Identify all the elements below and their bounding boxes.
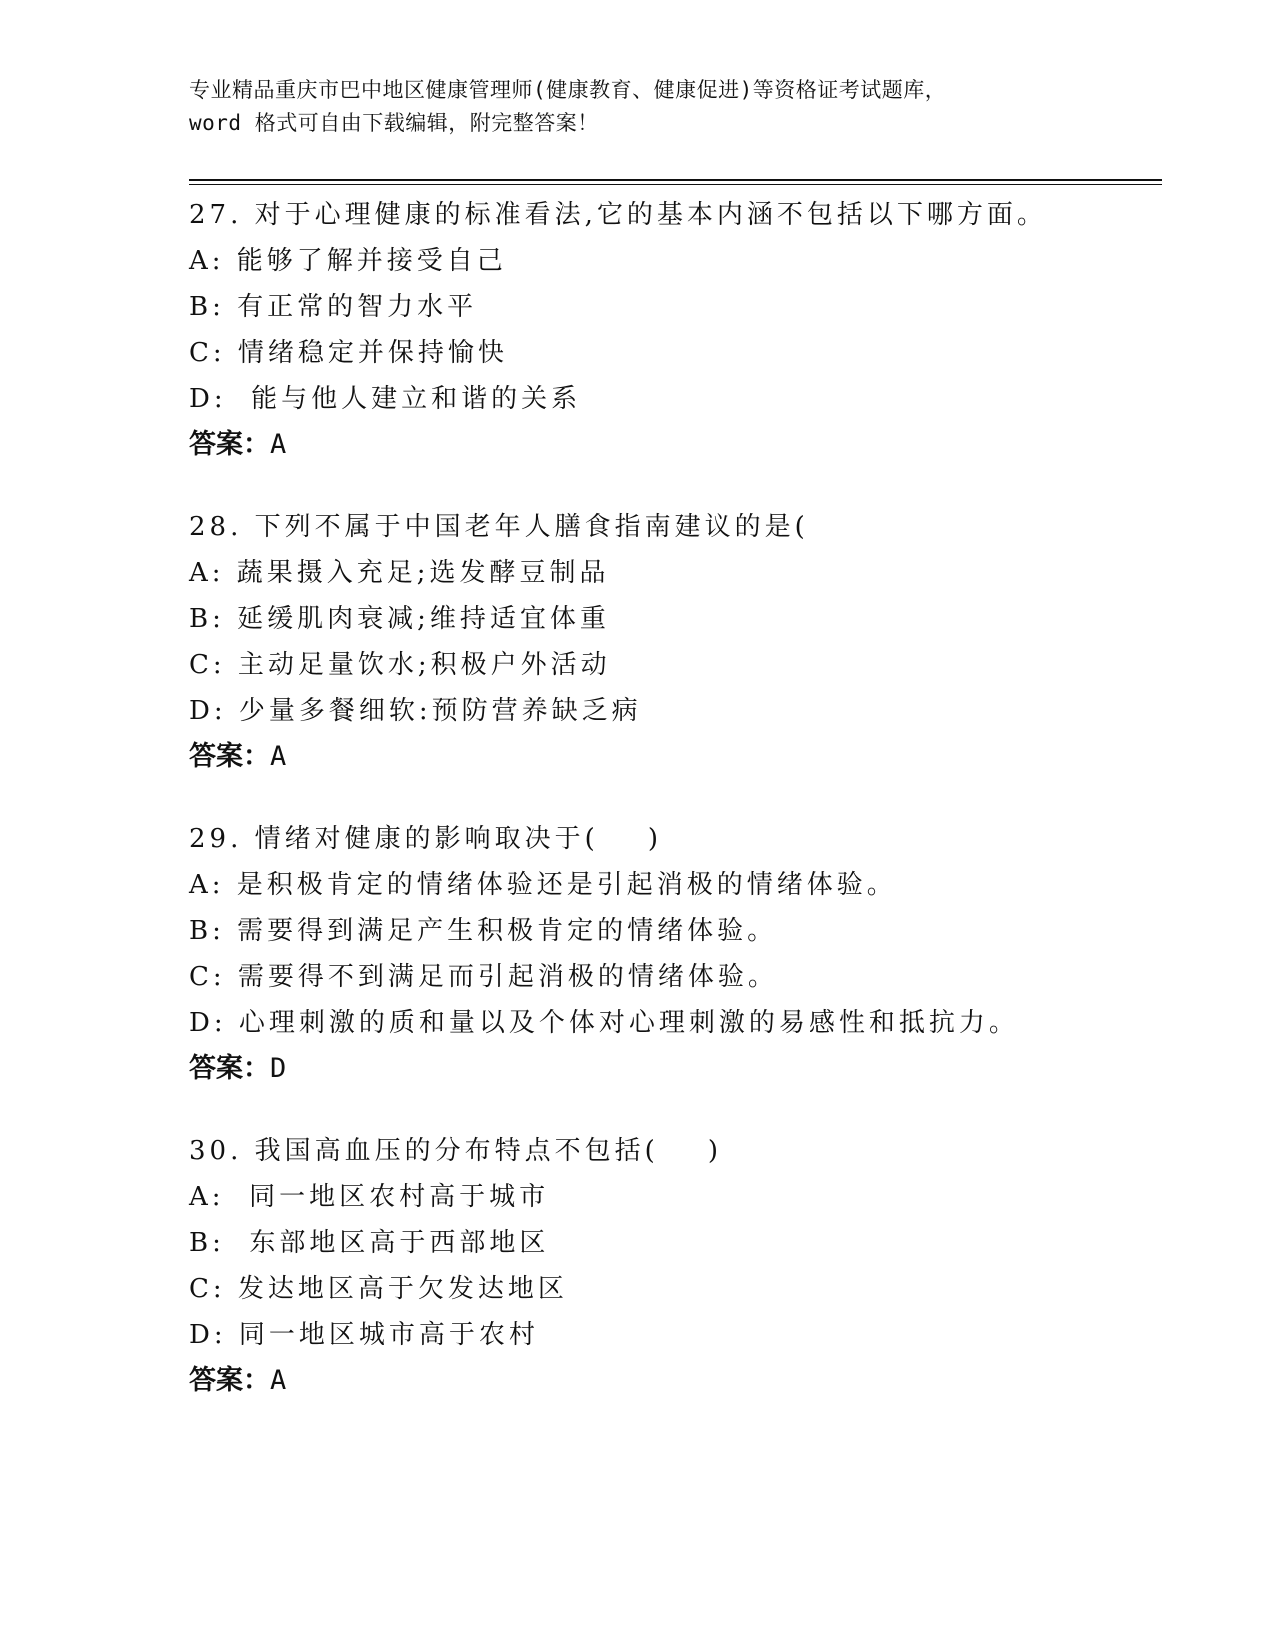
answer-value: D xyxy=(270,1053,287,1084)
answer-line xyxy=(189,734,1149,780)
question-stem: 30. 我国高血压的分布特点不包括( ) xyxy=(189,1136,722,1166)
answer-label: 答案： xyxy=(189,741,270,772)
option-a: A: 是积极肯定的情绪体验还是引起消极的情绪体验。 xyxy=(189,870,897,900)
question-stem: 28. 下列不属于中国老年人膳食指南建议的是( xyxy=(189,512,809,542)
option-b: B: 延缓肌肉衰减;维持适宜体重 xyxy=(189,604,610,634)
option-d: D: 心理刺激的质和量以及个体对心理刺激的易感性和抵抗力。 xyxy=(189,1008,1019,1038)
answer-value: A xyxy=(270,1365,287,1396)
answer-line xyxy=(189,422,1149,468)
option-d: D: 少量多餐细软:预防营养缺乏病 xyxy=(189,696,642,726)
option-c: C: 主动足量饮水;积极户外活动 xyxy=(189,650,611,680)
option-b: B: 有正常的智力水平 xyxy=(189,292,478,322)
option-a: A: 蔬果摄入充足;选发酵豆制品 xyxy=(189,558,610,588)
question-28 xyxy=(189,504,1149,780)
question-list xyxy=(189,192,1149,1440)
question-30 xyxy=(189,1128,1149,1404)
option-b: B: 东部地区高于西部地区 xyxy=(189,1228,550,1258)
header-divider xyxy=(189,179,1162,185)
answer-label: 答案： xyxy=(189,1365,270,1396)
question-stem: 27. 对于心理健康的标准看法,它的基本内涵不包括以下哪方面。 xyxy=(189,200,1047,230)
option-d: D: 能与他人建立和谐的关系 xyxy=(189,384,582,414)
option-a: A: 能够了解并接受自己 xyxy=(189,246,507,276)
header-line-1: 专业精品重庆市巴中地区健康管理师(健康教育、健康促进)等资格证考试题库， xyxy=(189,78,947,102)
option-b: B: 需要得到满足产生积极肯定的情绪体验。 xyxy=(189,916,778,946)
option-d: D: 同一地区城市高于农村 xyxy=(189,1320,539,1350)
option-c: C: 情绪稳定并保持愉快 xyxy=(189,338,508,368)
header-line-2: word 格式可自由下载编辑，附完整答案！ xyxy=(189,111,599,135)
answer-label: 答案： xyxy=(189,1053,270,1084)
answer-value: A xyxy=(270,741,287,772)
option-a: A: 同一地区农村高于城市 xyxy=(189,1182,550,1212)
question-29 xyxy=(189,816,1149,1092)
question-27 xyxy=(189,192,1149,468)
option-c: C: 需要得不到满足而引起消极的情绪体验。 xyxy=(189,962,778,992)
question-stem: 29. 情绪对健康的影响取决于( ) xyxy=(189,824,662,854)
answer-value: A xyxy=(270,429,287,460)
answer-label: 答案： xyxy=(189,429,270,460)
answer-line xyxy=(189,1046,1149,1092)
answer-line xyxy=(189,1358,1149,1404)
option-c: C: 发达地区高于欠发达地区 xyxy=(189,1274,568,1304)
document-header xyxy=(189,74,1089,140)
